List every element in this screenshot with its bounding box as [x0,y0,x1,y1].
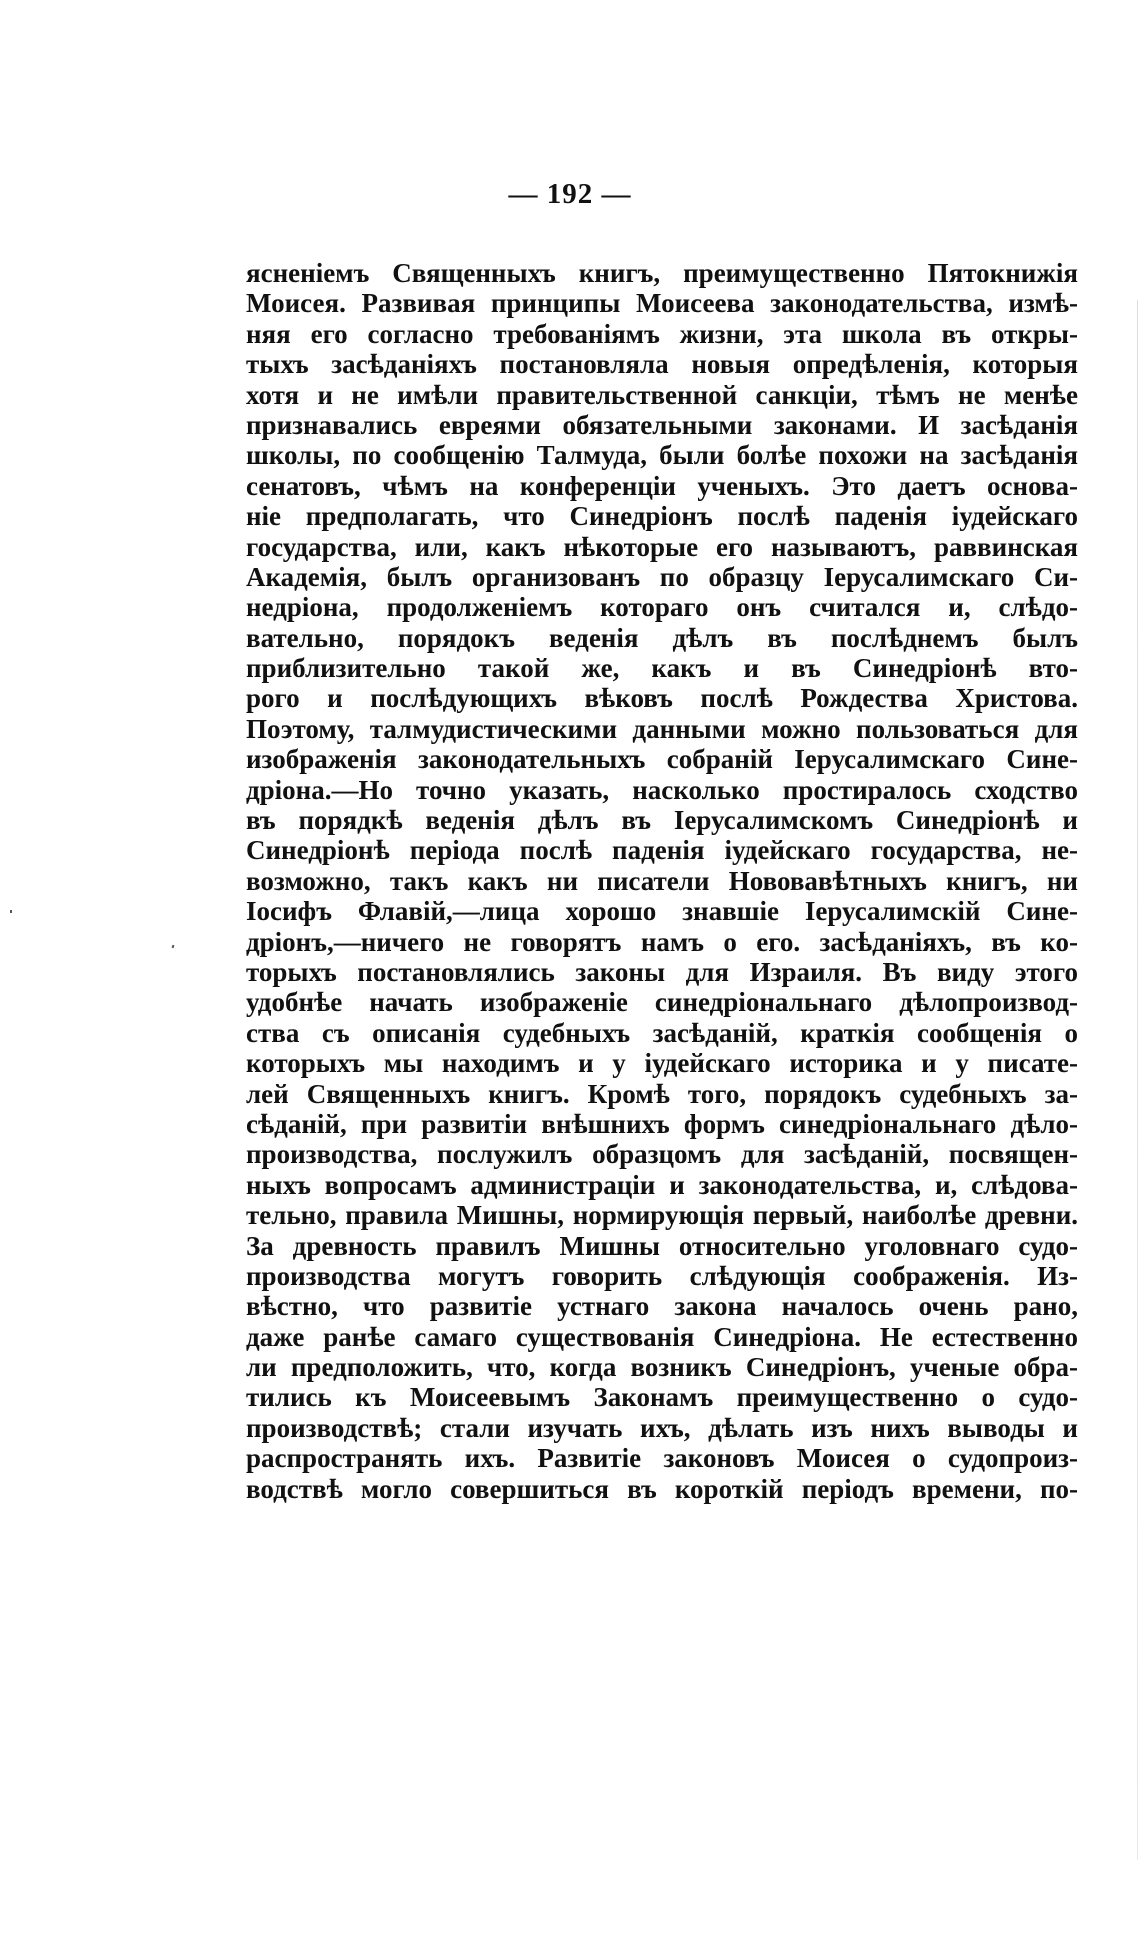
text-line: няя его согласно требованіямъ жизни, эта школа въ откры- [246,318,1078,349]
text-line: тыхъ засѣданіяхъ постановляла новыя опредѣленія, которыя [246,349,1078,380]
text-line: производства могутъ говорить слѣдующія соображенія. Из- [246,1260,1078,1291]
print-speck [10,910,12,913]
text-line: вѣстно, что развитіе устнаго закона началось очень рано, [246,1291,1078,1322]
text-line: производствѣ; стали изучать ихъ, дѣлать изъ нихъ выводы и [246,1412,1078,1443]
text-line: торыхъ постановлялись законы для Израиля. Въ виду этого [246,956,1078,987]
text-line: государства, или, какъ нѣкоторые его называютъ, раввинская [246,531,1078,562]
text-line: сѣданій, при развитіи внѣшнихъ формъ синедріональнаго дѣло- [246,1108,1078,1139]
text-line: Моисея. Развивая принципы Моисеева законодательства, измѣ- [246,288,1078,319]
text-line: ли предположить, что, когда возникъ Синедріонъ, ученые обра- [246,1352,1078,1383]
text-line: ныхъ вопросамъ администраціи и законодательства, и, слѣдова- [246,1169,1078,1200]
text-line: недріона, продолженіемъ котораго онъ считался и, слѣдо- [246,592,1078,623]
text-line: изображенія законодательныхъ собраній Іерусалимскаго Сине- [246,744,1078,775]
text-line: ства съ описанія судебныхъ засѣданій, краткія сообщенія о [246,1017,1078,1048]
text-line: признавались евреями обязательными законами. И засѣданія [246,409,1078,440]
text-line: удобнѣе начать изображеніе синедріональнаго дѣлопроизвод- [246,987,1078,1018]
text-line: ніе предполагать, что Синедріонъ послѣ паденія іудейскаго [246,501,1078,532]
text-line: ясненіемъ Священныхъ книгъ, преимущественно Пятокнижія [246,258,1078,288]
text-line: школы, по сообщенію Талмуда, были болѣе похожи на засѣданія [246,440,1078,471]
text-line: водствѣ могло совершиться въ короткій періодъ времени, по- [246,1473,1078,1504]
text-line: тились къ Моисеевымъ Законамъ преимущественно о судо- [246,1382,1078,1413]
text-line: дріона.—Но точно указать, насколько простиралось сходство [246,774,1078,805]
text-line: хотя и не имѣли правительственной санкціи, тѣмъ не менѣе [246,379,1078,410]
text-line: Академія, былъ организованъ по образцу Іерусалимскаго Си- [246,561,1078,592]
text-line: которыхъ мы находимъ и у іудейскаго историка и у писате- [246,1048,1078,1079]
text-line: даже ранѣе самаго существованія Синедріона. Не естественно [246,1321,1078,1352]
text-line: рого и послѣдующихъ вѣковъ послѣ Рождества Христова. [246,683,1078,714]
text-line: тельно, правила Мишны, нормирующія первый, наиболѣе древни. [246,1200,1078,1231]
body-text [246,258,1078,1504]
text-line: вательно, порядокъ веденія дѣлъ въ послѣднемъ былъ [246,622,1078,653]
print-speck [172,945,175,949]
page-edge [1137,300,1138,1860]
text-line: возможно, такъ какъ ни писатели Нововавѣтныхъ книгъ, ни [246,865,1078,896]
text-line: въ порядкѣ веденія дѣлъ въ Іерусалимскомъ Синедріонѣ и [246,805,1078,836]
text-line: лей Священныхъ книгъ. Кромѣ того, порядокъ судебныхъ за- [246,1078,1078,1109]
text-line: Поэтому, талмудистическими данными можно пользоваться для [246,713,1078,744]
text-line: распространять ихъ. Развитіе законовъ Моисея о судопроиз- [246,1443,1078,1474]
text-line: приблизительно такой же, какъ и въ Синедріонѣ вто- [246,653,1078,684]
text-line: дріонъ,—ничего не говорятъ намъ о его. засѣданіяхъ, въ ко- [246,926,1078,957]
text-line: сенатовъ, чѣмъ на конференціи ученыхъ. Это даетъ основа- [246,470,1078,501]
text-line: Іосифъ Флавій,—лица хорошо знавшіе Іерусалимскій Сине- [246,896,1078,927]
text-line: Синедріонѣ періода послѣ паденія іудейскаго государства, не- [246,835,1078,866]
text-line: За древность правилъ Мишны относительно уголовнаго судо- [246,1230,1078,1261]
text-line: производства, послужилъ образцомъ для засѣданій, посвящен- [246,1139,1078,1170]
page-number: — 192 — [508,178,632,210]
